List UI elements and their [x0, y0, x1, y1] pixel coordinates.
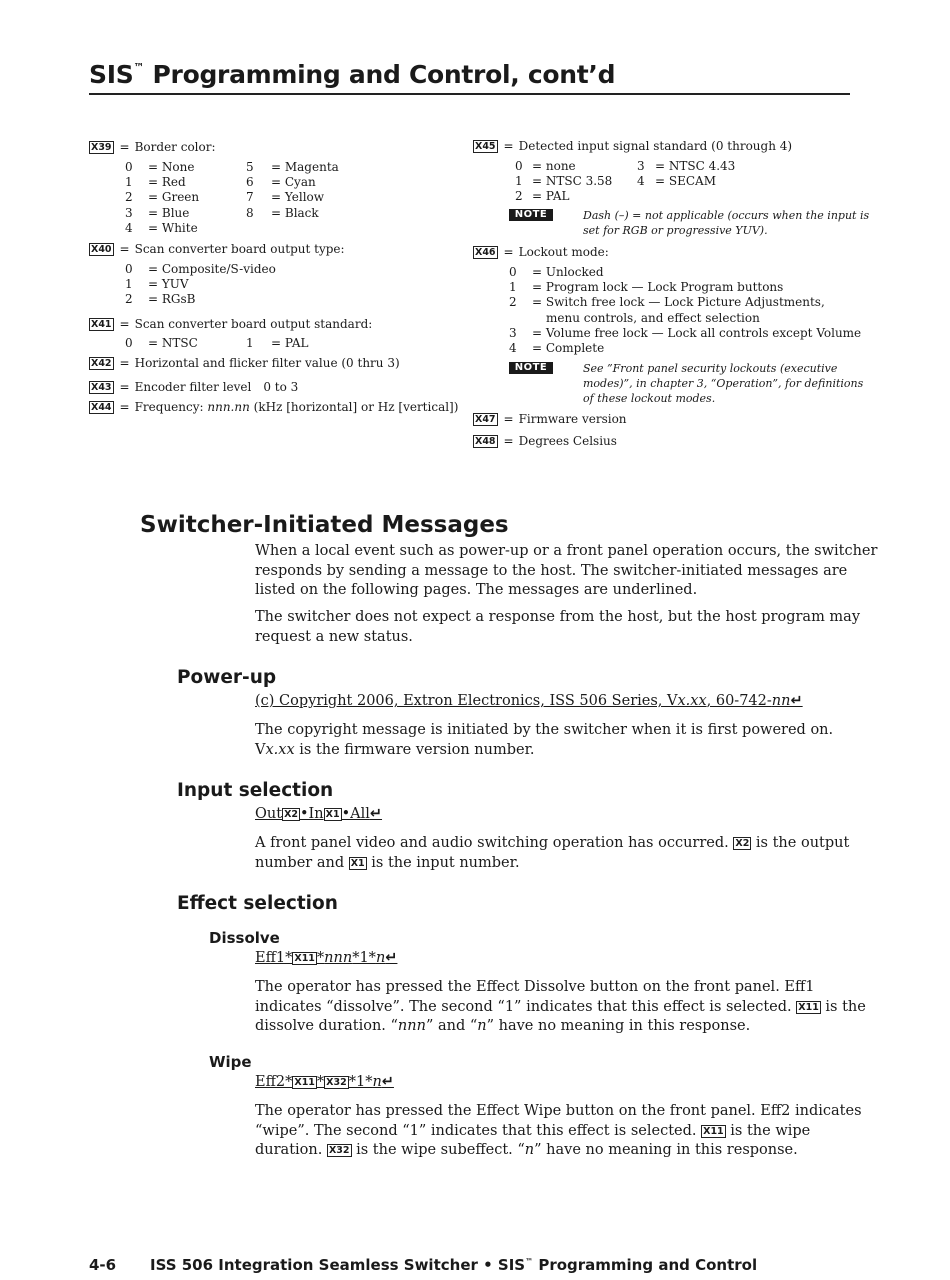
definition-label: Firmware version [518, 412, 627, 426]
title-trademark: ™ [133, 60, 145, 74]
table-row: 0 = None 5 = Magenta [125, 160, 339, 174]
table-row: 3 = Blue 8 = Black [125, 205, 319, 220]
powerup-description: The copyright message is initiated by the switcher when it is first powered on. Vx.xx is the firmware version number. [255, 722, 834, 758]
variable-box: X11 [798, 1001, 819, 1013]
heading-dissolve: Dissolve [209, 929, 280, 947]
footer-text: ISS 506 Integration Seamless Switcher • SIS [150, 1256, 526, 1274]
title-rest: Programming and Control, cont’d [144, 60, 616, 89]
output-standard-table [125, 336, 375, 351]
definition-label: Detected input signal standard (0 through 4) [518, 139, 793, 153]
page-number: 4-6 [89, 1256, 117, 1274]
return-icon: ↵ [790, 693, 803, 709]
variable-box: X41 [91, 319, 112, 330]
definition-label: Border color: [134, 140, 216, 154]
variable-box: X32 [328, 1145, 350, 1156]
definition-value: 0 to 3 [263, 380, 299, 394]
wipe-response: Eff2* X11 * X32 *1*n↵ [255, 1074, 394, 1090]
variable-box: X48 [475, 436, 496, 447]
heading-effect-selection: Effect selection [177, 893, 338, 914]
note-text: Dash (–) = not applicable (occurs when the input is set for RGB or progressive YUV). [583, 209, 870, 237]
x48-definition: X48 = Degrees Celsius [475, 434, 617, 448]
variable-box: X11 [703, 1125, 724, 1137]
note-badge: NOTE [509, 362, 553, 374]
variable-box: X2 [284, 809, 298, 820]
title-rule [89, 93, 850, 95]
x45-definition: X45 = Detected input signal standard (0 through 4) [475, 139, 793, 153]
variable-box: X47 [475, 414, 496, 425]
return-icon: ↵ [369, 806, 383, 822]
note-lockout [509, 361, 864, 407]
table-row: 2 = Green 7 = Yellow [125, 190, 325, 205]
variable-box: X1 [350, 857, 365, 869]
border-color-table [125, 160, 385, 236]
output-type-table [125, 262, 375, 308]
table-row: 0 = NTSC 1 = PAL [125, 336, 309, 350]
input-response: Out X2 •In X1 •All↵ [255, 806, 383, 822]
x44-definition: X44 = Frequency: nnn.nn (kHz [horizontal] or Hz [vertical]) [91, 400, 459, 414]
dissolve-response: Eff1* X11 *nnn*1*n↵ [255, 950, 398, 966]
variable-box: X2 [735, 838, 750, 849]
x42-definition: X42 = Horizontal and flicker filter value (0 thru 3) [91, 356, 400, 370]
table-row: 4 = White [125, 220, 198, 235]
variable-box: X11 [294, 953, 315, 964]
x43-definition: X43 = Encoder filter level 0 to 3 [91, 380, 299, 394]
signal-standard-table [515, 159, 765, 205]
note-badge: NOTE [509, 209, 553, 221]
variable-box: X1 [325, 809, 340, 820]
page-footer: 4-6 ISS 506 Integration Seamless Switcher • SIS™ Programming and Control [89, 1256, 758, 1274]
definition-label: Degrees Celsius [518, 434, 617, 448]
table-row: 0 = none 3 = NTSC 4.43 [515, 159, 736, 173]
table-row: 1 = Program lock — Lock Program buttons [509, 280, 784, 295]
return-icon: ↵ [381, 1074, 394, 1090]
wipe-description: The operator has pressed the Effect Wipe button on the front panel. Eff2 indicates “wipe”. The second “1” indicates that this effect is selected. X11 is the wipe duration. X32 is the wipe subeffect. “n” have no meaning in this response. [255, 1103, 862, 1158]
switcher-intro-paragraph: When a local event such as power-up or a front panel operation occurs, the switcher responds by sending a message to the host. The switcher-initiated messages are listed on the following pages. The messages are underlined. [255, 543, 878, 598]
switcher-response-paragraph: The switcher does not expect a response from the host, but the host program may request a new status. [255, 609, 861, 645]
page-title [89, 60, 615, 89]
definition-label: Scan converter board output standard: [134, 317, 373, 331]
table-row: 0 = Unlocked [509, 265, 604, 279]
table-row: 1 = Red 6 = Cyan [125, 175, 316, 190]
note-text: See ”Front panel security lockouts (executive modes)”, in chapter 3, “Operation”, for definitions of these lockout modes. [583, 362, 864, 405]
heading-input-selection: Input selection [177, 780, 334, 801]
input-description: A front panel video and audio switching operation has occurred. X2 is the output number and X1 is the input number. [255, 835, 850, 871]
section-heading-switcher: Switcher-Initiated Messages [140, 512, 509, 538]
variable-box: X39 [91, 142, 112, 153]
return-icon: ↵ [385, 950, 398, 966]
x47-definition: X47 = Firmware version [475, 412, 627, 426]
definition-label: Scan converter board output type: [134, 242, 345, 256]
table-row: 3 = Volume free lock — Lock all controls except Volume [509, 325, 862, 340]
table-row: 2 = Switch free lock — Lock Picture Adjustments, [509, 295, 825, 310]
x41-definition: X41 = Scan converter board output standard: [91, 317, 373, 331]
table-row: 1 = NTSC 3.58 4 = SECAM [515, 174, 716, 189]
heading-power-up: Power-up [177, 667, 277, 688]
definition-label: Horizontal and flicker filter value (0 thru 3) [134, 356, 400, 370]
table-row: 2 = RGsB [125, 292, 196, 307]
table-row: 0 = Composite/S-video [125, 262, 276, 276]
table-row: 2 = PAL [515, 189, 570, 204]
variable-box: X43 [91, 382, 112, 393]
definition-label: Encoder filter level [134, 380, 252, 394]
definition-label: Lockout mode: [518, 245, 609, 259]
lockout-table [509, 265, 862, 356]
note-signal [509, 208, 870, 240]
variable-box: X46 [475, 247, 496, 258]
table-row: 4 = Complete [509, 340, 605, 355]
dissolve-description: The operator has pressed the Effect Dissolve button on the front panel. Eff1 indicates “dissolve”. The second “1” indicates that this effect is selected. X11 is the dissolve duration. “nnn” and “n” have no meaning in this response. [255, 979, 866, 1034]
x39-definition: X39 = Border color: [91, 140, 216, 154]
table-row: 1 = YUV [125, 277, 189, 292]
table-row: menu controls, and effect selection [546, 310, 760, 325]
variable-box: X42 [91, 358, 112, 369]
variable-box: X45 [475, 141, 496, 152]
variable-box: X40 [91, 244, 112, 255]
variable-box: X44 [91, 402, 112, 413]
powerup-response: (c) Copyright 2006, Extron Electronics, ISS 506 Series, Vx.xx, 60-742-nn↵ [255, 693, 803, 709]
title-main: SIS [89, 60, 134, 89]
heading-wipe: Wipe [209, 1053, 252, 1071]
variable-box: X32 [326, 1077, 347, 1088]
x46-definition: X46 = Lockout mode: [475, 245, 609, 259]
x40-definition: X40 = Scan converter board output type: [91, 242, 345, 256]
variable-box: X11 [294, 1077, 315, 1088]
